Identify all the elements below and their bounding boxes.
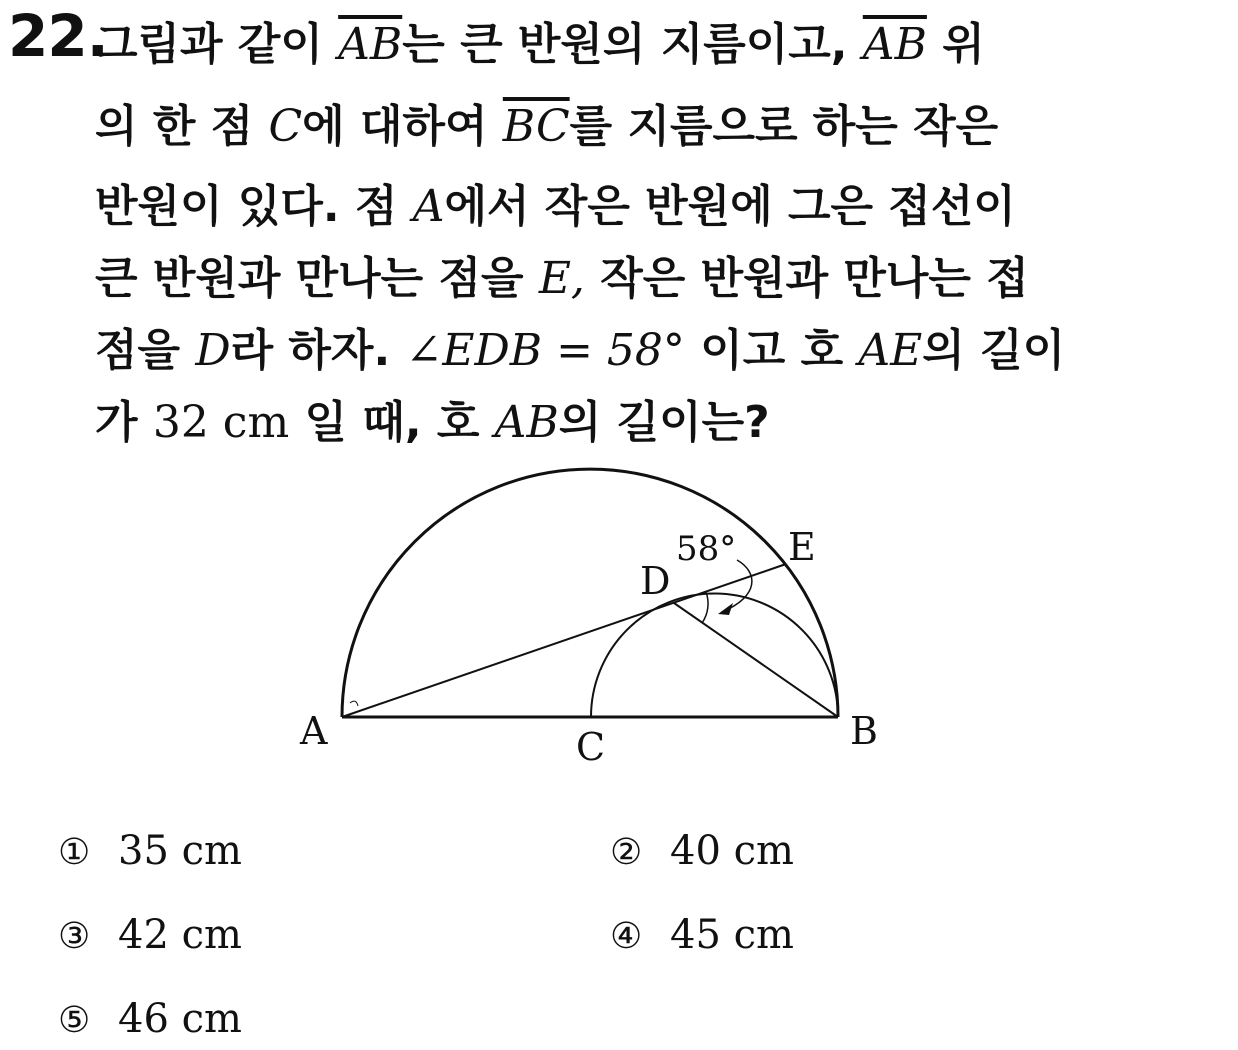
text-segment: 를 지름으로 하는 작은 [569,101,999,152]
text-segment: 의 길이는? [558,397,770,448]
angle-mark-a [350,701,358,706]
arrowhead-icon [718,603,733,615]
angle-edb: ∠EDB = 58° [405,325,685,376]
small-semicircle [591,594,838,717]
arc-length-value: 32 cm [152,397,290,448]
text-segment: 작은 반원과 만나는 접 [584,253,1029,304]
choice-2[interactable] [610,828,794,874]
segment-bc: $\overline{BC}$ [502,101,570,152]
text-segment: 반원이 있다. 점 [95,181,413,232]
text-segment: 가 [95,397,153,448]
choice-text: 45 cm [670,912,794,958]
choice-5[interactable] [58,996,242,1042]
text-segment: 위 [926,19,985,70]
point-c: C [268,101,303,152]
text-segment: 점을 [95,325,196,376]
label-c: C [576,725,606,769]
arc-ab: AB [494,397,559,448]
segment-db [674,603,838,717]
arc-ae: AE [858,325,923,376]
label-angle: 58° [676,529,737,569]
text-segment: 에 대하여 [302,101,503,152]
choice-4[interactable] [610,912,794,958]
choice-mark: ③ [58,916,91,957]
choice-text: 40 cm [670,828,794,874]
large-semicircle [342,469,838,717]
choice-mark: ④ [610,916,643,957]
label-a: A [300,709,328,753]
text-segment: 이고 호 [684,325,859,376]
point-e: E, [538,253,585,304]
text-segment: 에서 작은 반원에 그은 접선이 [444,181,1016,232]
text-segment: 의 길이 [922,325,1066,376]
choice-text: 42 cm [118,912,242,958]
text-segment: 의 한 점 [95,101,269,152]
label-d: D [640,559,671,603]
angle-arc [702,592,708,623]
choice-mark: ⑤ [58,1000,91,1041]
label-b: B [850,709,878,753]
text-segment: 그림과 같이 [95,19,339,70]
text-segment: 일 때, 호 [289,397,495,448]
choice-mark: ② [610,832,643,873]
text-segment: 는 큰 반원의 지름이고, [402,19,863,70]
choice-3[interactable] [58,912,242,958]
question-number: 22. [8,2,108,70]
point-d: D [195,325,231,376]
segment-ab: $\overline{AB}$ [338,19,403,70]
choice-1[interactable] [58,828,242,874]
label-e: E [788,525,816,569]
segment-ab: $\overline{AB}$ [862,19,927,70]
choice-text: 46 cm [118,996,242,1042]
choice-text: 35 cm [118,828,242,874]
tangent-line-ae [342,564,786,717]
choice-mark: ① [58,832,91,873]
point-a: A [412,181,445,232]
text-segment: 라 하자. [230,325,406,376]
text-segment: 큰 반원과 만나는 점을 [95,253,539,304]
